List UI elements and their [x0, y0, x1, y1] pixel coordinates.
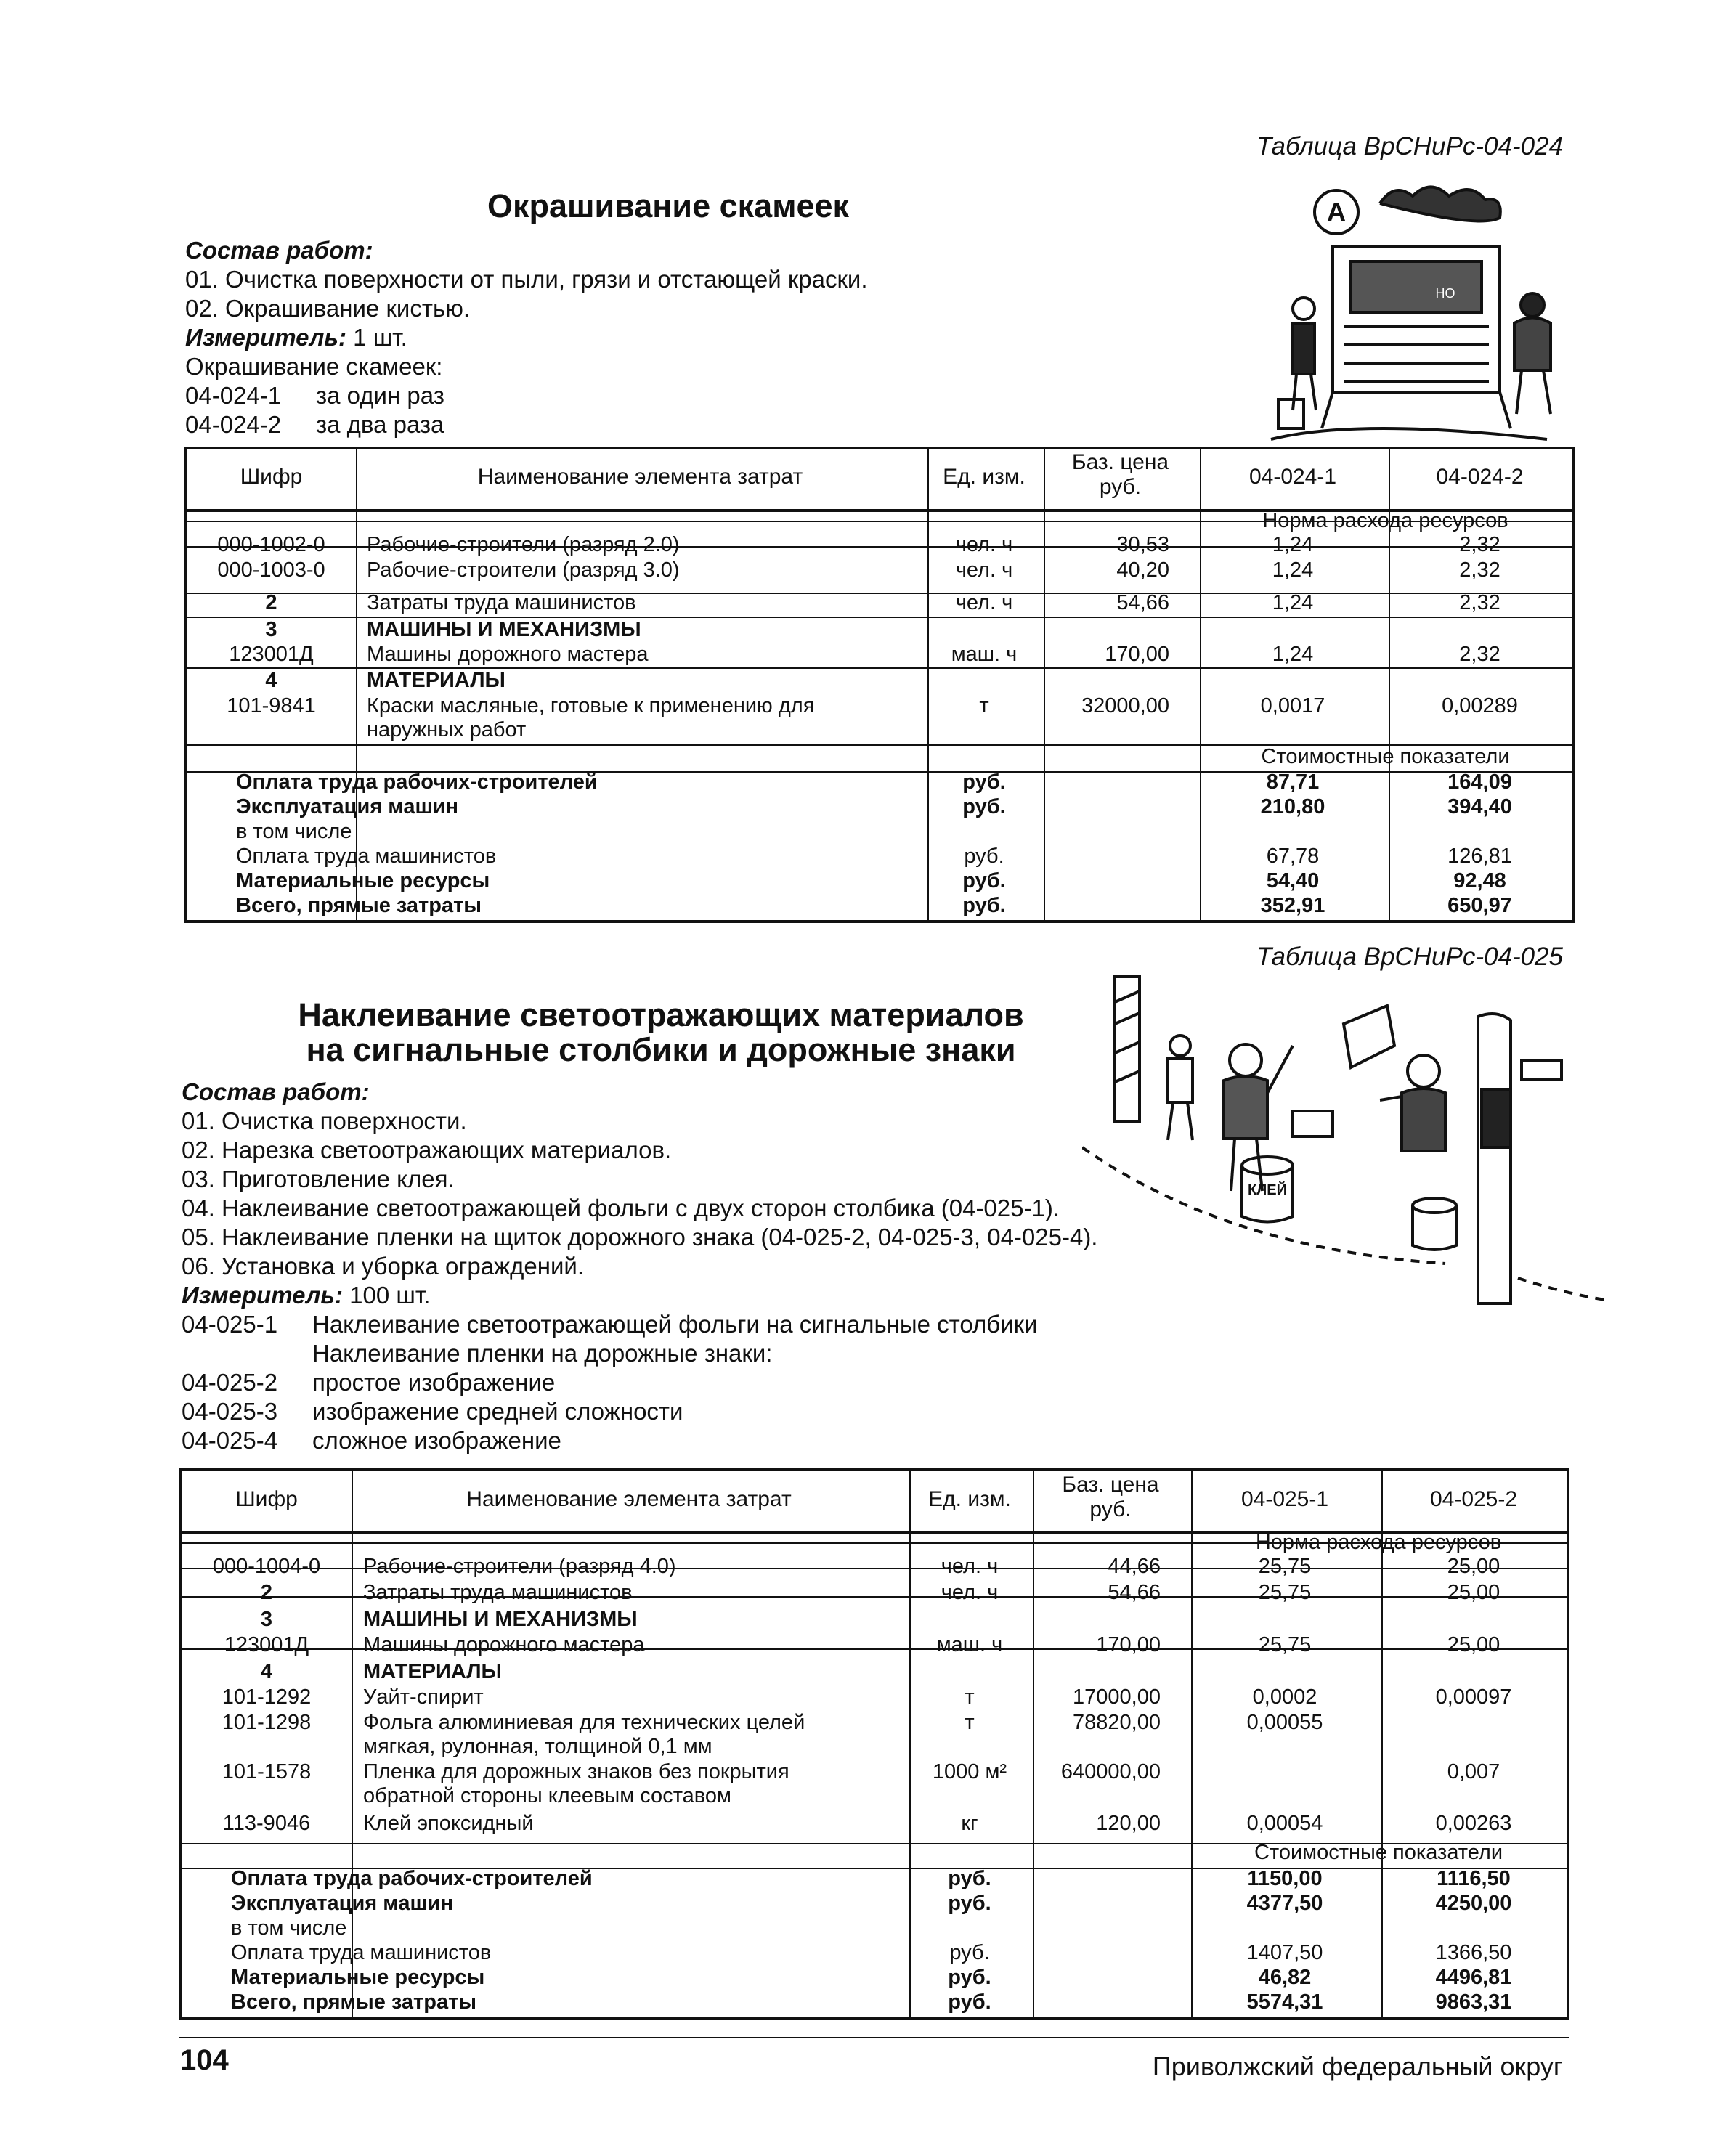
page-number: 104	[180, 2044, 229, 2076]
row-value-1: 1,24	[1272, 558, 1314, 582]
cost-value-2: 4496,81	[1435, 1966, 1512, 1989]
cost-unit: руб.	[962, 869, 1006, 892]
row-shifr: 101-1578	[222, 1760, 312, 1783]
norma-label: Норма расхода ресурсов	[1255, 1531, 1502, 1554]
row-value-2: 2,32	[1459, 591, 1500, 614]
cost-value-1: 87,71	[1266, 770, 1320, 794]
izmeritel-label: Измеритель:	[182, 1282, 343, 1309]
row-value-1: 0,0002	[1252, 1685, 1317, 1709]
cost-name: Материальные ресурсы	[236, 869, 490, 892]
variant-text: простое изображение	[312, 1369, 556, 1396]
col-header-price-unit: руб.	[1099, 475, 1142, 499]
row-value-2: 0,00097	[1435, 1685, 1512, 1709]
cost-name: Материальные ресурсы	[231, 1966, 485, 1989]
row-value-1: 25,75	[1258, 1633, 1312, 1656]
izmeritel-line	[185, 323, 868, 352]
cost-value-2: 1366,50	[1435, 1941, 1512, 1964]
row-shifr: 2	[260, 1581, 273, 1604]
sostav-label: Состав работ:	[185, 237, 373, 264]
cost-name: Эксплуатация машин	[236, 795, 459, 818]
row-unit: кг	[961, 1812, 978, 1835]
col-header-variant-1: 04-025-1	[1240, 1487, 1329, 1511]
table2-caption: Таблица ВрСНиРс-04-025	[1256, 943, 1563, 971]
row-value-1: 0,0017	[1260, 694, 1325, 717]
variant-text: за два раза	[316, 411, 444, 438]
row-value-1: 1,24	[1272, 533, 1314, 556]
row-shifr: 123001Д	[224, 1633, 309, 1656]
row-value-2: 2,32	[1459, 533, 1500, 556]
stoim-label: Стоимостные показатели	[1261, 745, 1510, 768]
cost-value-1: 210,80	[1260, 795, 1325, 818]
izmeritel-value: 100 шт.	[349, 1282, 431, 1309]
table2-title-line1: Наклеивание светоотражающих материалов	[298, 996, 1024, 1033]
row-value-2: 0,00289	[1442, 694, 1518, 717]
row-price: 40,20	[1116, 558, 1169, 582]
variant-line	[182, 1310, 1097, 1339]
variant-line	[185, 410, 868, 439]
row-shifr: 123001Д	[229, 643, 314, 666]
variants-subtitle: Окрашивание скамеек:	[185, 353, 443, 380]
row-value-1: 25,75	[1258, 1581, 1312, 1604]
row-price: 54,66	[1108, 1581, 1161, 1604]
row-shifr: 101-9841	[227, 694, 316, 717]
table1-title: Окрашивание скамеек	[487, 187, 850, 224]
cost-value-1: 352,91	[1260, 894, 1325, 917]
row-price: 30,53	[1116, 533, 1169, 556]
izmeritel-value: 1 шт.	[353, 324, 407, 351]
variant-text: за один раз	[316, 382, 444, 409]
table2-description	[182, 1078, 1097, 1455]
row-price: 32000,00	[1081, 694, 1169, 717]
cost-unit: руб.	[948, 1966, 991, 1989]
variant-code: 04-025-4	[182, 1427, 278, 1454]
row-unit: маш. ч	[951, 643, 1018, 666]
row-unit: чел. ч	[941, 1581, 999, 1604]
row-name: Уайт-спирит	[363, 1685, 484, 1709]
cost-value-2: 126,81	[1447, 845, 1512, 868]
variant-code: 04-025-1	[182, 1311, 278, 1338]
variant-text: сложное изображение	[312, 1427, 561, 1454]
variant-line	[182, 1426, 1097, 1455]
row-section-name: МАТЕРИАЛЫ	[363, 1660, 502, 1683]
row-name: Рабочие-строители (разряд 4.0)	[363, 1555, 676, 1578]
row-name: Машины дорожного мастера	[363, 1633, 645, 1656]
bench-painting-illustration	[1264, 182, 1562, 443]
row-value-1: 0,00054	[1246, 1812, 1323, 1835]
row-section-name: МАШИНЫ И МЕХАНИЗМЫ	[363, 1608, 638, 1631]
row-value-1: 0,00055	[1246, 1711, 1323, 1734]
work-item: 05. Наклеивание пленки на щиток дорожного знака (04-025-2, 04-025-3, 04-025-4).	[182, 1224, 1098, 1250]
row-name: Клей эпоксидный	[363, 1812, 534, 1835]
cost-value-2: 1116,50	[1437, 1867, 1511, 1890]
variant-code: 04-025-3	[182, 1398, 278, 1425]
variant-text: Наклеивание светоотражающей фольги на сигнальные столбики	[312, 1311, 1038, 1338]
cost-value-1: 5574,31	[1246, 1990, 1323, 2014]
row-shifr: 3	[260, 1608, 273, 1631]
izmeritel-label: Измеритель:	[185, 324, 346, 351]
row-price: 44,66	[1108, 1555, 1161, 1578]
row-shifr: 101-1298	[222, 1711, 312, 1734]
col-header-price: Баз. цена	[1071, 450, 1169, 474]
row-section-name: МАШИНЫ И МЕХАНИЗМЫ	[367, 618, 641, 641]
row-name: Краски масляные, готовые к применению для	[367, 694, 815, 717]
col-header-unit: Ед. изм.	[928, 1487, 1011, 1511]
row-value-2: 2,32	[1459, 643, 1500, 666]
row-price: 170,00	[1096, 1633, 1161, 1656]
col-header-name: Наименование элемента затрат	[466, 1487, 792, 1511]
row-price: 78820,00	[1073, 1711, 1161, 1734]
cost-name: Всего, прямые затраты	[236, 894, 482, 917]
cost-unit: руб.	[948, 1867, 991, 1890]
row-name: Затраты труда машинистов	[367, 591, 636, 614]
work-item: 04. Наклеивание светоотражающей фольги с двух сторон столбика (04-025-1).	[182, 1195, 1060, 1221]
variant-code: 04-024-1	[185, 382, 282, 409]
row-value-1: 25,75	[1258, 1555, 1312, 1578]
table1-caption: Таблица ВрСНиРс-04-024	[1256, 132, 1563, 160]
work-item: 01. Очистка поверхности от пыли, грязи и отстающей краски.	[185, 266, 868, 293]
cost-value-2: 9863,31	[1435, 1990, 1512, 2014]
bucket-text: КЛЕЙ	[1248, 1182, 1287, 1198]
work-item: 01. Очистка поверхности.	[182, 1107, 467, 1134]
row-value-1: 1,24	[1272, 643, 1314, 666]
row-shifr: 2	[265, 591, 277, 614]
row-unit: т	[965, 1685, 975, 1709]
cost-unit: руб.	[962, 795, 1006, 818]
row-price: 170,00	[1105, 643, 1169, 666]
izmeritel-line	[182, 1281, 1097, 1310]
cost-unit: руб.	[948, 1990, 991, 2014]
row-price: 17000,00	[1073, 1685, 1161, 1709]
col-header-shifr: Шифр	[235, 1487, 298, 1511]
variant-code: 04-025-2	[182, 1369, 278, 1396]
row-price: 120,00	[1096, 1812, 1161, 1835]
row-value-1: 1,24	[1272, 591, 1314, 614]
cost-value-2: 394,40	[1447, 795, 1512, 818]
work-item: 03. Приготовление клея.	[182, 1166, 455, 1192]
row-name: Фольга алюминиевая для технических целей	[363, 1711, 805, 1734]
cost-name: Оплата труда рабочих-строителей	[231, 1867, 593, 1890]
row-name: Рабочие-строители (разряд 2.0)	[367, 533, 680, 556]
cost-value-1: 4377,50	[1246, 1892, 1323, 1915]
cost-value-1: 46,82	[1258, 1966, 1312, 1989]
row-shifr: 000-1003-0	[217, 558, 325, 582]
col-header-price-unit: руб.	[1089, 1497, 1132, 1521]
col-header-name: Наименование элемента затрат	[477, 465, 803, 489]
row-shifr: 3	[265, 618, 277, 641]
cost-name: Оплата труда рабочих-строителей	[236, 770, 598, 794]
variant-text: изображение средней сложности	[312, 1398, 683, 1425]
cost-name: в том числе	[236, 820, 352, 843]
cost-name: Оплата труда машинистов	[231, 1941, 492, 1964]
row-unit: 1000 м²	[932, 1760, 1007, 1783]
work-item: 02. Окрашивание кистью.	[185, 295, 471, 322]
cost-unit: руб.	[948, 1892, 991, 1915]
row-shifr: 4	[260, 1660, 273, 1683]
footer-region: Приволжский федеральный округ	[1152, 2051, 1563, 2081]
row-shifr: 113-9046	[222, 1812, 311, 1835]
row-name: Затраты труда машинистов	[363, 1581, 633, 1604]
col-header-shifr: Шифр	[240, 465, 303, 489]
col-header-price: Баз. цена	[1062, 1473, 1159, 1497]
cost-value-2: 4250,00	[1435, 1892, 1512, 1915]
cost-unit: руб.	[949, 1941, 990, 1964]
row-section-name: МАТЕРИАЛЫ	[367, 669, 505, 692]
sostav-label: Состав работ:	[182, 1078, 370, 1105]
row-unit: чел. ч	[955, 533, 1013, 556]
row-unit: маш. ч	[936, 1633, 1003, 1656]
work-item: 06. Установка и уборка ограждений.	[182, 1253, 584, 1280]
cost-value-2: 164,09	[1447, 770, 1512, 794]
cost-unit: руб.	[962, 894, 1006, 917]
cost-value-1: 54,40	[1266, 869, 1320, 892]
reflective-film-illustration	[1082, 973, 1605, 1314]
row-value-2: 25,00	[1447, 1633, 1500, 1656]
cost-name: в том числе	[231, 1916, 347, 1940]
cost-value-1: 1407,50	[1246, 1941, 1323, 1964]
cost-name: Эксплуатация машин	[231, 1892, 454, 1915]
row-price: 640000,00	[1060, 1760, 1161, 1783]
row-price: 54,66	[1116, 591, 1169, 614]
row-name-cont: обратной стороны клеевым составом	[363, 1784, 731, 1807]
col-header-unit: Ед. изм.	[943, 465, 1026, 489]
row-value-2: 0,007	[1447, 1760, 1500, 1783]
row-name-cont: наружных работ	[367, 718, 527, 741]
cost-name: Оплата труда машинистов	[236, 845, 497, 868]
row-name: Пленка для дорожных знаков без покрытия	[363, 1760, 789, 1783]
work-item: 02. Нарезка светоотражающих материалов.	[182, 1136, 672, 1163]
variant-line	[182, 1368, 1097, 1397]
row-unit: т	[965, 1711, 975, 1734]
row-name: Машины дорожного мастера	[367, 643, 649, 666]
table2-title-line2: на сигнальные столбики и дорожные знаки	[306, 1031, 1016, 1068]
norma-label: Норма расхода ресурсов	[1262, 509, 1508, 532]
row-value-2: 25,00	[1447, 1555, 1500, 1578]
bench-text: НО	[1435, 286, 1455, 301]
cost-value-2: 92,48	[1453, 869, 1506, 892]
variants-subtitle: Наклеивание пленки на дорожные знаки:	[312, 1340, 773, 1367]
row-value-2: 25,00	[1447, 1581, 1500, 1604]
sign-letter: А	[1327, 197, 1346, 227]
row-unit: чел. ч	[955, 558, 1013, 582]
cost-name: Всего, прямые затраты	[231, 1990, 477, 2014]
row-unit: т	[979, 694, 989, 717]
row-value-2: 0,00263	[1435, 1812, 1512, 1835]
row-shifr: 000-1002-0	[217, 533, 325, 556]
row-shifr: 101-1292	[222, 1685, 312, 1709]
table1-description	[185, 236, 868, 439]
cost-unit: руб.	[962, 770, 1006, 794]
col-header-variant-2: 04-025-2	[1429, 1487, 1518, 1511]
cost-value-2: 650,97	[1447, 894, 1512, 917]
row-value-2: 2,32	[1459, 558, 1500, 582]
variant-line	[185, 381, 868, 410]
cost-value-1: 67,78	[1266, 845, 1320, 868]
row-name-cont: мягкая, рулонная, толщиной 0,1 мм	[363, 1735, 712, 1758]
col-header-variant-2: 04-024-2	[1436, 465, 1524, 489]
row-name: Рабочие-строители (разряд 3.0)	[367, 558, 680, 582]
stoim-label: Стоимостные показатели	[1254, 1841, 1503, 1864]
col-header-variant-1: 04-024-1	[1248, 465, 1337, 489]
variant-line	[182, 1397, 1097, 1426]
row-shifr: 000-1004-0	[212, 1555, 321, 1578]
variant-code: 04-024-2	[185, 411, 282, 438]
cost-unit: руб.	[964, 845, 1004, 868]
row-shifr: 4	[265, 669, 277, 692]
row-unit: чел. ч	[941, 1555, 999, 1578]
row-unit: чел. ч	[955, 591, 1013, 614]
footer-rule	[179, 2037, 1569, 2038]
cost-value-1: 1150,00	[1247, 1867, 1323, 1890]
